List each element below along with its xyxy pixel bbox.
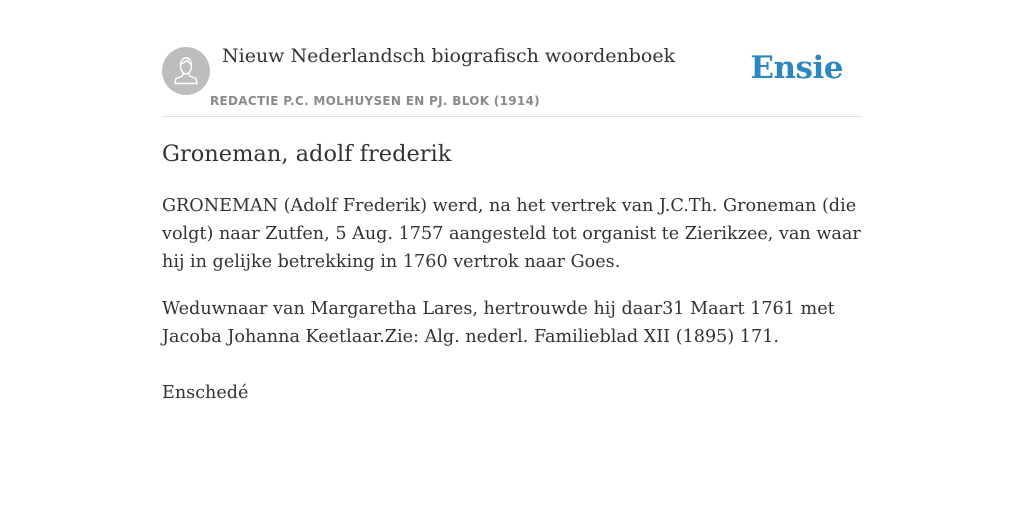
avatar[interactable] <box>162 47 210 95</box>
article-paragraph: GRONEMAN (Adolf Frederik) werd, na het vertrek van J.C.Th. Groneman (die volgt) naar Zutfen, 5 Aug. 1757 aangesteld tot organist te Zierikzee, van waar hij in gelijke betrekking in 1760 vertrok naar Goes. <box>162 196 861 272</box>
source-title[interactable]: Nieuw Nederlandsch biografisch woordenboek <box>222 45 676 67</box>
ensie-logo[interactable]: Ensie <box>750 50 843 86</box>
source-header <box>162 40 862 117</box>
user-icon <box>162 47 210 95</box>
article-title: Groneman, adolf frederik <box>162 141 452 167</box>
article-author: Enschedé <box>162 383 249 403</box>
source-editors: REDACTIE P.C. MOLHUYSEN EN PJ. BLOK (1914) <box>210 94 540 108</box>
article <box>162 136 864 407</box>
article-paragraph: Weduwnaar van Margaretha Lares, hertrouwde hij daar31 Maart 1761 met Jacoba Johanna Keetlaar.Zie: Alg. nederl. Familieblad XII (1895) 171. <box>162 299 835 347</box>
